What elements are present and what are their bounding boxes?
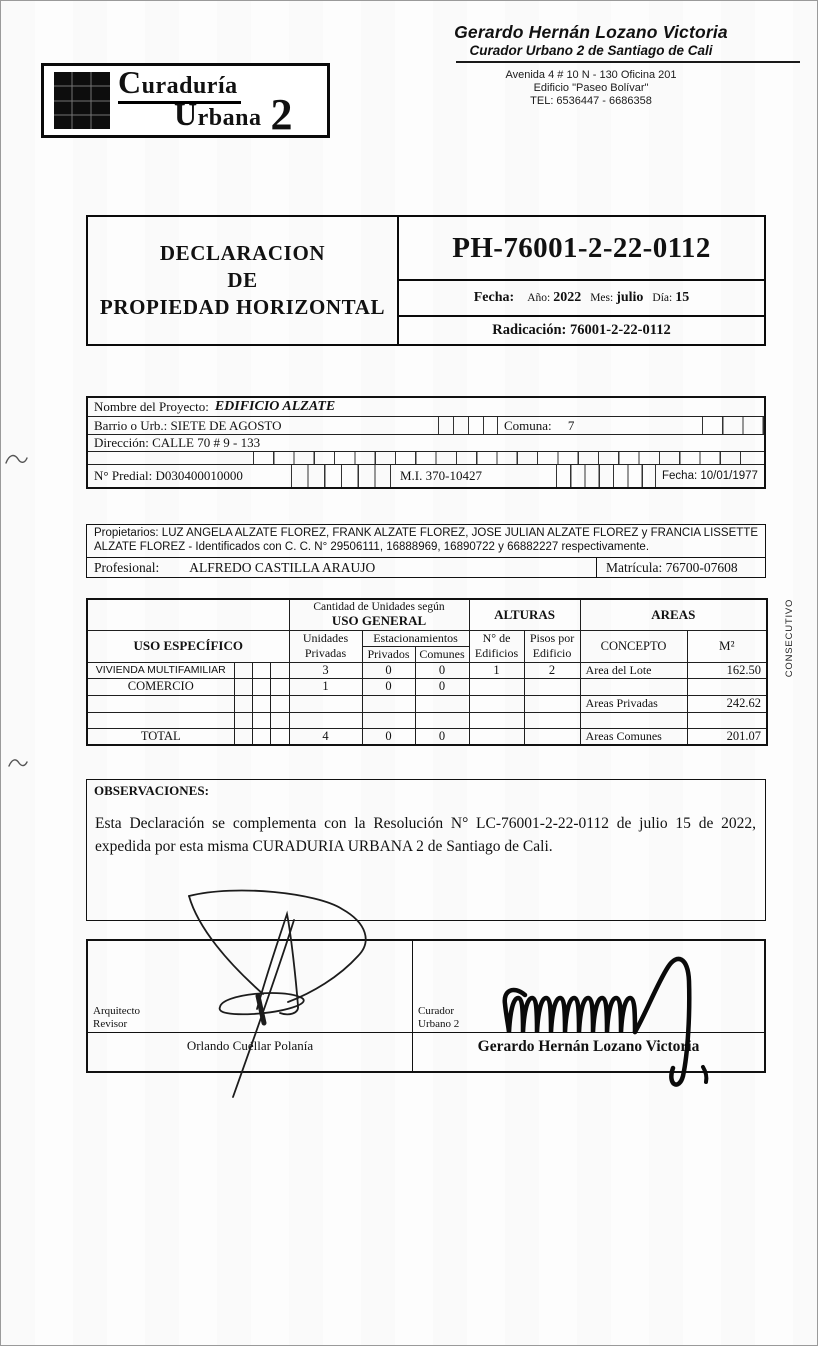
project-name-label: Nombre del Proyecto: [94, 399, 209, 414]
est-privados-cell [362, 712, 415, 728]
grid-cells [253, 452, 741, 464]
edificios-cell [469, 678, 524, 695]
propietarios-text [87, 525, 765, 557]
units-row-total [87, 728, 767, 745]
grid-cells [556, 465, 656, 487]
cantidad-line-1: Cantidad de Unidades según [313, 600, 445, 613]
title-line-3: PROPIEDAD HORIZONTAL [99, 295, 386, 319]
grid-cell [234, 728, 252, 745]
grid-cell [252, 728, 270, 745]
role-line-2: Urbano 2 [418, 1017, 460, 1030]
unidades-cell: 4 [289, 728, 362, 745]
observaciones-box [86, 779, 766, 921]
curator-signature-name: Gerardo Hernán Lozano Victoria [413, 1032, 764, 1071]
units-row-areas-privadas [87, 695, 767, 712]
grid-cell [234, 662, 252, 678]
est-comunes-cell: 0 [415, 662, 469, 678]
role-line-1: Curador [418, 1005, 455, 1017]
curator-title: Curador Urbano 2 de Santiago de Cali [469, 43, 713, 58]
cantidad-line-2: USO GENERAL [331, 612, 427, 628]
profesional-row [87, 557, 765, 577]
comunes-header: Comunes [415, 646, 469, 662]
grid-cell [252, 662, 270, 678]
architect-role-label [93, 1005, 140, 1030]
project-name-value: EDIFICIO ALZATE [214, 399, 336, 414]
propietarios-line-2: ALZATE FLOREZ - Identificados con C. C. N° 29506111, 16888969, 16890722 y 66882227 respectivamente. [94, 540, 650, 553]
units-header-row-1 [87, 599, 767, 630]
edificios-line-1: N° de [482, 631, 511, 645]
pisos-line-2: Edificio [532, 646, 572, 660]
pisos-cell: 2 [524, 662, 580, 678]
header-rule [456, 61, 800, 63]
estacionamientos-header: Estacionamientos [362, 630, 469, 646]
logo-grid-icon [54, 72, 110, 134]
logo-word-urbana2 [174, 90, 293, 139]
address-line-2: Edificio "Paseo Bolívar" [533, 82, 649, 94]
units-row-comercio [87, 678, 767, 695]
pisos-cell [524, 728, 580, 745]
m2-cell: 162.50 [687, 662, 767, 678]
est-privados-cell: 0 [362, 728, 415, 745]
title-line-2: DE [227, 268, 258, 292]
m2-cell: 201.07 [687, 728, 767, 745]
predial-row [88, 464, 764, 487]
signatures-table [86, 939, 766, 1073]
fecha-label: Fecha: [473, 290, 515, 305]
uso-cell [87, 695, 234, 712]
address-line-1: Avenida 4 # 10 N - 130 Oficina 201 [505, 69, 677, 81]
curator-name: Gerardo Hernán Lozano Victoria [454, 22, 728, 42]
pisos-header [524, 630, 580, 662]
unidades-privadas-header [289, 630, 362, 662]
edificios-cell [469, 712, 524, 728]
unidades-cell [289, 712, 362, 728]
consecutivo-label: CONSECUTIVO [784, 598, 795, 678]
m2-cell [687, 712, 767, 728]
observaciones-text [95, 813, 756, 858]
logo-number-2: 2 [270, 90, 293, 139]
predial-fecha-value: Fecha: 10/01/1977 [662, 470, 758, 482]
concepto-cell [580, 678, 687, 695]
ph-number-block [397, 215, 766, 346]
pisos-cell [524, 695, 580, 712]
profesional-name: ALFREDO CASTILLA ARAUJO [189, 559, 376, 575]
project-info-table [86, 396, 766, 489]
units-row-vivienda [87, 662, 767, 678]
units-header-row-2a [87, 630, 767, 646]
profesional-label: Profesional: [94, 559, 160, 575]
units-row-empty [87, 712, 767, 728]
document-title [86, 215, 399, 346]
grid-cell [234, 695, 252, 712]
units-areas-table [86, 598, 768, 746]
grid-cell [252, 695, 270, 712]
dia-label: Día: [652, 292, 673, 304]
curator-signature-column [413, 941, 764, 1071]
empty-grid-row [88, 451, 764, 464]
m2-cell [687, 678, 767, 695]
alturas-header: ALTURAS [469, 599, 580, 630]
office-address [451, 69, 731, 108]
m2-cell: 242.62 [687, 695, 767, 712]
pisos-cell [524, 712, 580, 728]
owners-table [86, 524, 766, 578]
uso-cell [87, 712, 234, 728]
profesional-cell [87, 558, 597, 577]
privados-header: Privados [362, 646, 415, 662]
concepto-header: CONCEPTO [580, 630, 687, 662]
grid-cell [252, 678, 270, 695]
project-name-row [88, 398, 764, 416]
est-privados-cell: 0 [362, 662, 415, 678]
est-privados-cell: 0 [362, 678, 415, 695]
logo-word-urbana-text: Urbana [174, 96, 262, 132]
unidades-line-2: Privadas [304, 646, 347, 660]
ph-number: PH-76001-2-22-0112 [452, 231, 711, 264]
cantidad-header [289, 599, 469, 630]
grid-cell [270, 678, 289, 695]
grid-cell [270, 712, 289, 728]
empty-header-cell [87, 599, 289, 630]
edificios-cell [469, 728, 524, 745]
est-comunes-cell [415, 712, 469, 728]
grid-cell [234, 678, 252, 695]
address-line-3: TEL: 6536447 - 6686358 [530, 95, 652, 107]
direccion-value: Dirección: CALLE 70 # 9 - 133 [94, 435, 261, 450]
unidades-cell [289, 695, 362, 712]
propietarios-line-1: Propietarios: LUZ ANGELA ALZATE FLOREZ, FRANK ALZATE FLOREZ, JOSE JULIAN ALZATE FLOREZ y FRANCIA LISSETTE [94, 527, 758, 539]
architect-signature-column [88, 941, 413, 1071]
curaduria-logo [41, 63, 330, 138]
est-comunes-cell [415, 695, 469, 712]
edificios-cell: 1 [469, 662, 524, 678]
grid-cells [702, 417, 764, 434]
uso-cell: COMERCIO [87, 678, 234, 695]
grid-cells [438, 417, 498, 434]
radicacion-row: Radicación: 76001-2-22-0112 [399, 315, 764, 344]
logo-word-curaduria-text: Curaduría [118, 67, 241, 104]
architect-name: Orlando Cuéllar Polanía [88, 1032, 412, 1071]
architect-signature-space [88, 941, 412, 1032]
pisos-line-1: Pisos por [529, 631, 575, 645]
concepto-cell [580, 712, 687, 728]
edificios-line-2: Edificios [474, 646, 519, 660]
unidades-cell: 3 [289, 662, 362, 678]
direccion-row [88, 434, 764, 451]
grid-cell [270, 662, 289, 678]
margin-mark-icon [6, 456, 27, 766]
dia-value: 15 [675, 290, 690, 305]
comuna-label: Comuna: [504, 417, 552, 433]
curator-signature-space [413, 941, 764, 1032]
mi-value: M.I. 370-10427 [400, 468, 482, 483]
uso-cell: TOTAL [87, 728, 234, 745]
barrio-value: Barrio o Urb.: SIETE DE AGOSTO [94, 417, 282, 433]
est-comunes-cell: 0 [415, 678, 469, 695]
concepto-cell: Areas Comunes [580, 728, 687, 745]
mes-label: Mes: [590, 292, 614, 304]
observaciones-label: OBSERVACIONES: [94, 783, 209, 798]
comuna-value: 7 [567, 417, 575, 433]
m2-header: M² [687, 630, 767, 662]
ano-label: Año: [527, 292, 551, 304]
grid-cell [270, 728, 289, 745]
unidades-cell: 1 [289, 678, 362, 695]
role-line-2: Revisor [93, 1017, 128, 1030]
mes-value: julio [616, 290, 644, 305]
observaciones-line-2: expedida por esta misma CURADURIA URBANA 2 de Santiago de Cali. [95, 837, 553, 855]
grid-cells [291, 465, 391, 487]
matricula-cell: Matrícula: 76700-07608 [606, 559, 738, 575]
observaciones-line-1: Esta Declaración se complementa con la Resolución N° LC-76001-2-22-0112 de julio 15 de 2022, [95, 815, 756, 832]
curator-role-label [418, 1005, 459, 1030]
edificios-cell [469, 695, 524, 712]
fecha-row [399, 279, 764, 315]
uso-especifico-header: USO ESPECÍFICO [87, 630, 289, 662]
pisos-cell [524, 678, 580, 695]
grid-cell [252, 712, 270, 728]
ano-value: 2022 [553, 290, 582, 305]
unidades-line-1: Unidades [302, 631, 349, 645]
est-comunes-cell: 0 [415, 728, 469, 745]
role-line-1: Arquitecto [93, 1005, 141, 1017]
areas-header: AREAS [580, 599, 767, 630]
grid-cell [234, 712, 252, 728]
est-privados-cell [362, 695, 415, 712]
barrio-row [88, 416, 764, 434]
uso-cell: VIVIENDA MULTIFAMILIAR [87, 662, 234, 678]
comuna-cell [498, 418, 702, 434]
concepto-cell: Area del Lote [580, 662, 687, 678]
grid-cell [270, 695, 289, 712]
predial-value: N° Predial: D030400010000 [94, 468, 243, 483]
n-edificios-header [469, 630, 524, 662]
title-line-1: DECLARACION [159, 241, 326, 265]
concepto-cell: Areas Privadas [580, 695, 687, 712]
